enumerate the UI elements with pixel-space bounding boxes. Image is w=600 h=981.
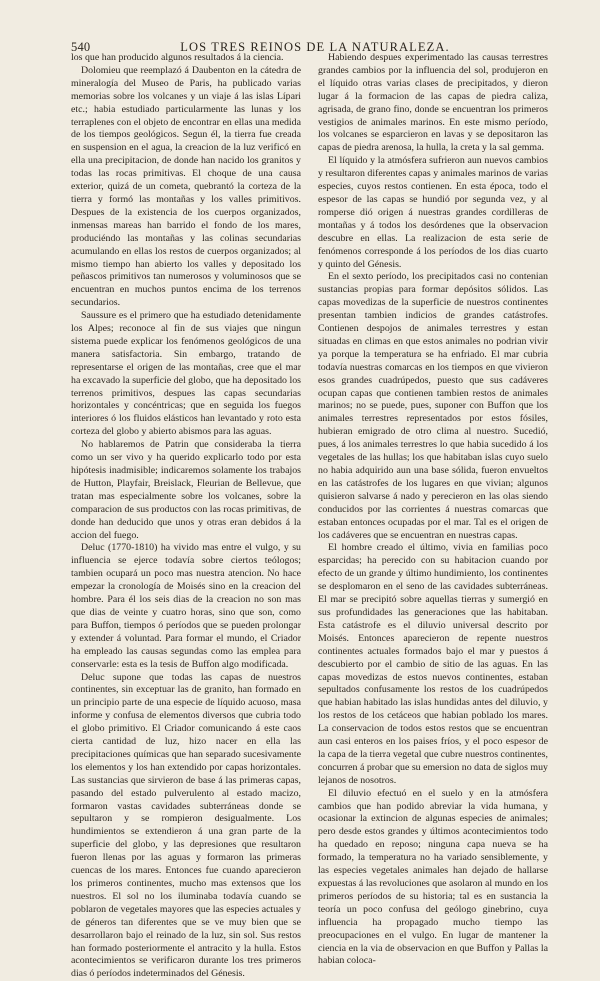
paragraph: El diluvio efectuó en el suelo y en la atmósfera cambios que han podido abreviar la vida humana, y ocasionar la extincion de algunas especies de animales; pero desde estos grandes y últimos acontecimientos todo ha quedado en reposo; ninguna capa nueva se ha formado, la temperatura no ha variado sensiblemente, y las especies vegetales animales han dejado de hallarse expuestas á las revoluciones que asolaron al mundo en los primeros períodos de su historia; tal es en sustancia la teoría un poco confusa del geólogo ginebrino, cuya influencia ha propagado mucho tiempo las preocupaciones en el vulgo. En lugar de mantener la ciencia en la via de observacion en que Buffon y Pallas la habian coloca- xyxy=(318,788,548,969)
page-number: 540 xyxy=(71,40,90,55)
paragraph: Deluc supone que todas las capas de nuestros continentes, sin exceptuar las de granito, han formado en un principio parte de una especie de líquido acuoso, masa informe y confusa de elementos diversos que cubria todo el globo primitivo. El Criador comunicando á este caos cierta cantidad de luz, hizo nacer en ella las precipitaciones químicas que han separado sucesivamente los elementos y los han extendido por capas horizontales. Las sustancias que sirvieron de base á las primeras capas, pasando del estado pulverulento al estado macizo, formaron vastas cavidades subterráneas donde se sepultaron y se rompieron desigualmente. Los hundimientos se extendieron á una gran parte de la superficie del globo, y las depresiones que resultaron fueron llenas por las aguas y formaron las primeras cuencas de los mares. Entonces fue cuando aparecieron los primeros continentes, mucho mas extensos que los nuestros. El sol no los iluminaba todavía cuando se poblaron de vegetales mayores que las especies actuales y de géneros tan diferentes que se ve muy bien que se desarrollaron bajo el reinado de la luz, sin sol. Sus restos han formado posteriormente el antracito y la hulla. Estos acontecimientos se verificaron durante los tres primeros dias ó períodos indeterminados del Génesis. xyxy=(71,672,301,981)
paragraph: En el sexto período, los precipitados casi no contenian sustancias propias para formar depósitos sólidos. Las capas movedizas de la superficie de nuestros continentes presentan tambien indicios de grandes catástrofes. Contienen despojos de animales terrestres y estan situadas en climas en que estos animales no podrian vivir ya porque la temperatura se ha enfriado. El mar cubria todavía nuestras comarcas en los tiempos en que vivieron esos grandes cuadrúpedos, puesto que sus cadáveres ocupan capas que contienen tambien restos de animales marinos; no se puede, pues, suponer con Buffon que los animales terrestres representados por estos fósiles, hubieran emigrado de otro clima al nuestro. Sucedió, pues, á los animales terrestres lo que habia sucedido á los vegetales de las hullas; los que habitaban islas cuyo suelo no habia adquirido aun una base sólida, fueron envueltos en las catástrofes de los lugares en que vivian; algunos quisieron salvarse á nado y perecieron en las olas siendo conducidos por las corrientes á nuestras comarcas que estaban entonces ocupadas por el mar. Tal es el origen de los cadáveres que se encuentran en nuestras capas. xyxy=(318,271,548,542)
paragraph: los que han producido algunos resultados á la ciencia. xyxy=(71,52,301,65)
paragraph: No hablaremos de Patrin que consideraba la tierra como un ser vivo y ha querido explicarlo todo por esta hipótesis inadmisible; indicaremos solamente los trabajos de Hutton, Playfair, Breislack, Fleurian de Bellevue, que tratan mas especialmente sobre los volcanes, sobre la comparacion de sus productos con las rocas primitivas, de donde han deducido que unos y otras eran debidos á la accion del fuego. xyxy=(71,439,301,542)
paragraph: Deluc (1770-1810) ha vivido mas entre el vulgo, y su influencia se ejerce todavía sobre ciertos teólogos; tambien ocupará un poco mas nuestra atencion. No hace empezar la cronología de Moisés sino en la creacion del hombre. Para él los seis dias de la creacion no son mas que dias de veinte y cuatro horas, sino que son, como para Buffon, tiempos ó períodos que se pueden prolongar y extender á voluntad. Para formar el mundo, el Criador ha empleado las causas segundas como las emplea para conservarle: esta es la tesis de Buffon algo modificada. xyxy=(71,542,301,671)
left-column xyxy=(71,52,301,912)
paragraph: Dolomieu que reemplazó á Daubenton en la cátedra de mineralogía del Museo de Paris, ha publicado varias memorias sobre los volcanes y un viaje á las islas Lípari etc.; habia estudiado particularmente las lunas y los terraplenes con el objeto de encontrar en ellas una medida de los tiempos geológicos. Segun él, la tierra fue creada en suspension en el agua, la creacion de la luz verificó en ella una precipitacion, de donde han nacido los granitos y todas las rocas primitivas. El choque de una causa exterior, quizá de un cometa, quebrantó la corteza de la tierra y formó las montañas y los valles primitivos. Despues de la existencia de los cuerpos organizados, inmensas mareas han barrido el fondo de los mares, produciéndo las montañas y las colinas secundarias acumulando en ellas los restos de cuerpos organizados; al mismo tiempo han abierto los valles y depositado los peñascos primitivos tan numerosos y voluminosos que se encuentran en muchos puntos encima de los terrenos secundarios. xyxy=(71,65,301,310)
running-title: LOS TRES REINOS DE LA NATURALEZA. xyxy=(71,40,559,55)
right-column xyxy=(318,52,548,912)
paragraph: Saussure es el primero que ha estudiado detenidamente los Alpes; reconoce al fin de sus viajes que ningun sistema puede explicar los fenómenos geológicos de una manera satisfactoria. Sin embargo, tratando de representarse el origen de las montañas, cree que el mar ha excavado la superficie del globo, que ha depositado los terrenos primitivos, despues las capas secundarias horizontales y concéntricas; que en seguida los fuegos interiores ó los fluidos elásticos han levantado y roto esta corteza del globo y abierto abismos para las aguas. xyxy=(71,310,301,439)
paragraph: El hombre creado el último, vivia en familias poco esparcidas; ha perecido con su habitacion cuando por efecto de un grande y último hundimiento, los continentes se desplomaron en el seno de las cavidades subterráneas. El mar se precipitó sobre aquellas tierras y sumergió en sus profundidades las generaciones que las habitaban. Esta catástrofe es el diluvio universal descrito por Moisés. Entonces aparecieron de repente nuestros continentes actuales formados bajo el mar y puestos á descubierto por el cambio de sitio de las aguas. En las capas movedizas de estos nuevos continentes, estaban sepultados confusamente los restos de los cuadrúpedos que habian habitado las islas hundidas antes del diluvio, y los restos de los cetáceos que habian poblado los mares. La conservacion de todos estos restos que se encuentran aun casi enteros en los paises fríos, y el poco espesor de la capa de la tierra vegetal que cubre nuestros continentes, concurren á probar que su emersion no data de siglos muy lejanos de nosotros. xyxy=(318,542,548,787)
paragraph: El líquido y la atmósfera sufrieron aun nuevos cambios y resultaron diferentes capas y animales marinos de varias especies, cuyos restos contienen. En esta época, todo el espesor de las capas se hundió por segunda vez, y al romperse dió origen á nuestras grandes cordilleras de montañas y á todos los desórdenes que la observacion descubre en ellas. La realizacion de esta serie de fenómenos corresponde á los períodos de los dias cuarto y quinto del Génesis. xyxy=(318,155,548,271)
paragraph: Habiendo despues experimentado las causas terrestres grandes cambios por la influencia del sol, produjeron en el líquido otras varias clases de precipitados, y dieron lugar á la formacion de las capas de piedra caliza, agrisada, de grano fino, donde se encuentran los primeros vestigios de animales marinos. En este mismo período, los volcanes se esparcieron en lavas y se depositaron las capas de piedra arenosa, la hulla, la creta y la sal gemma. xyxy=(318,52,548,155)
